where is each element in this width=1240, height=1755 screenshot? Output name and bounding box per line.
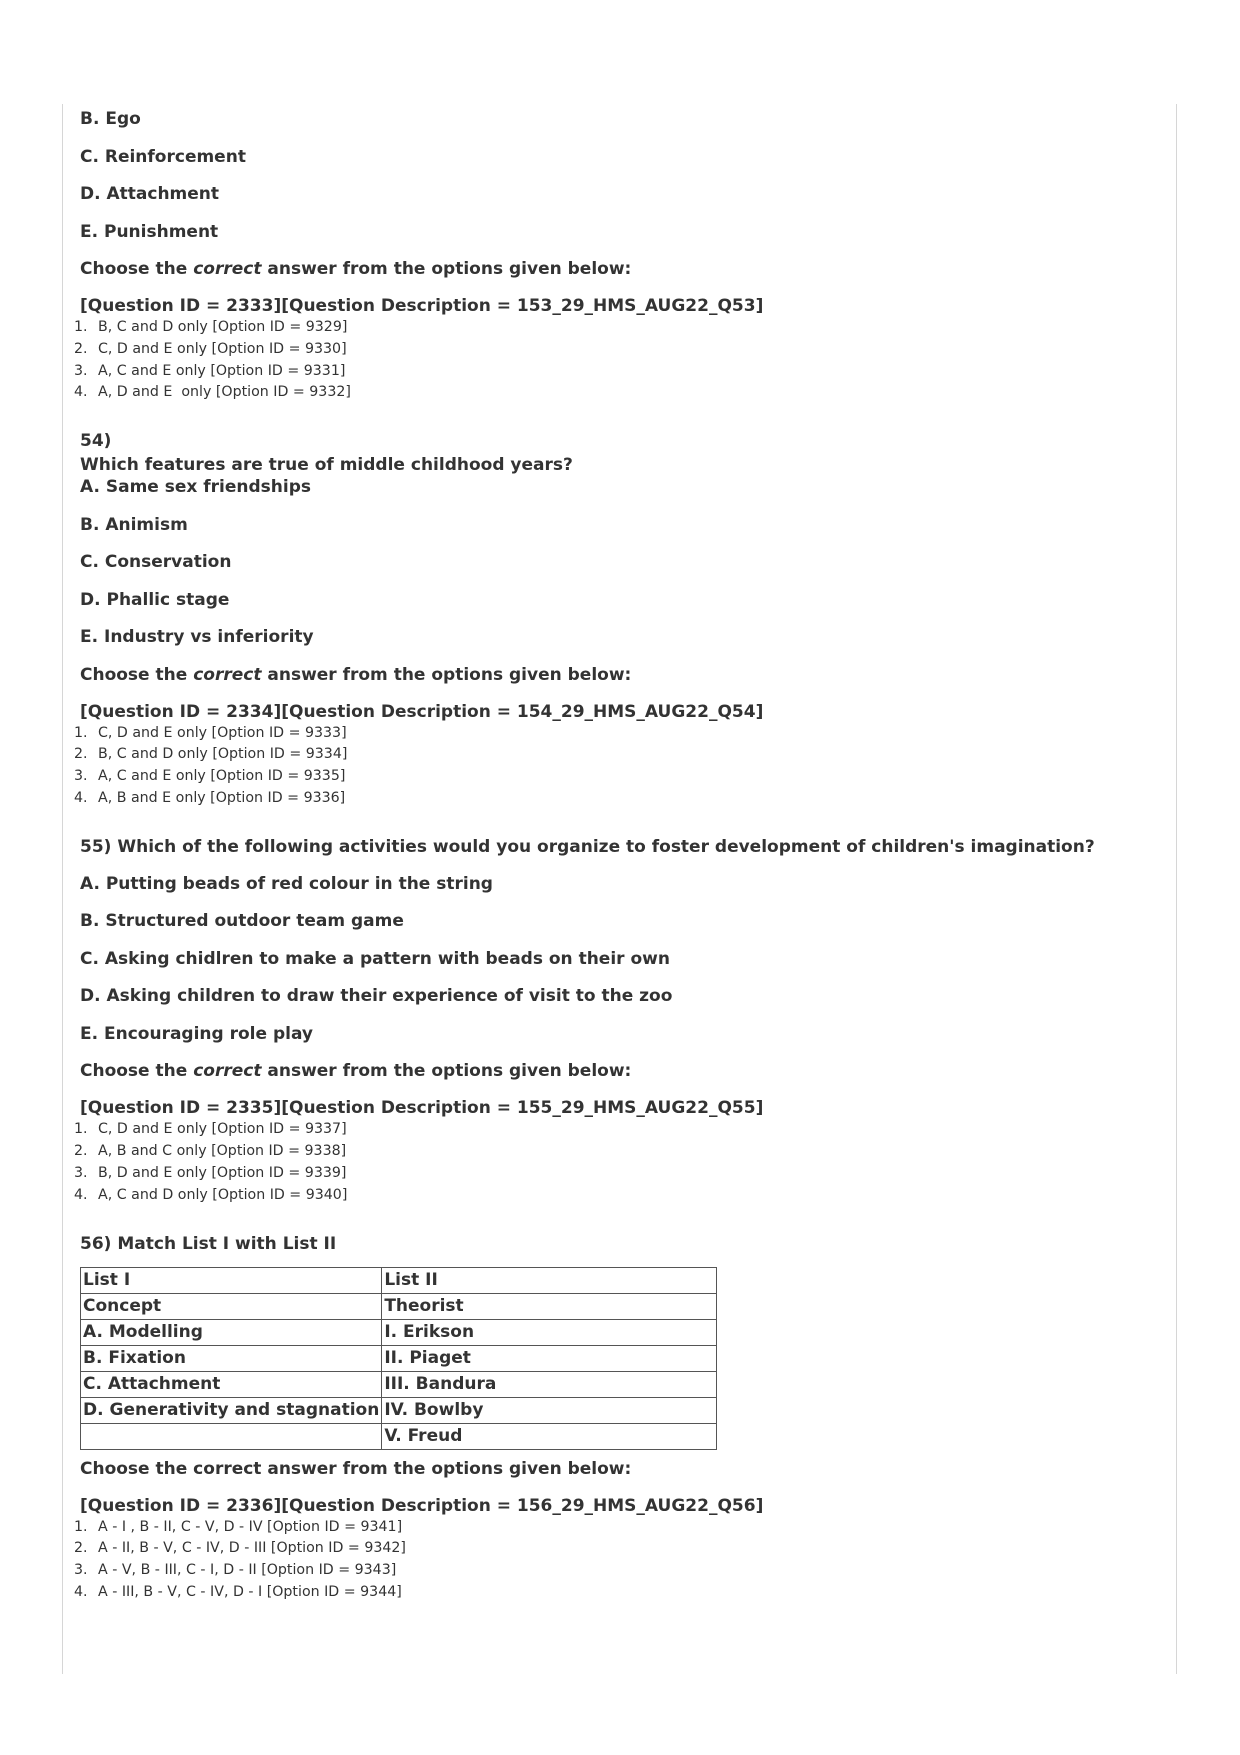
option-d: D. Phallic stage bbox=[80, 589, 230, 610]
answer-option: 2. A - II, B - V, C - IV, D - III [Option ID = 9342] bbox=[74, 1540, 406, 1557]
table-cell: I. Erikson bbox=[382, 1319, 717, 1345]
choose-instruction: Choose the correct answer from the options given below: bbox=[80, 1061, 632, 1082]
question-heading: 56) Match List I with List II bbox=[80, 1233, 337, 1254]
table-row bbox=[81, 1371, 717, 1397]
table-cell bbox=[81, 1423, 382, 1449]
question-56-block bbox=[74, 1233, 1160, 1604]
choose-instruction: Choose the correct answer from the options given below: bbox=[80, 1458, 632, 1479]
answer-option: 1. C, D and E only [Option ID = 9333] bbox=[74, 724, 347, 741]
option-d: D. Asking children to draw their experience of visit to the zoo bbox=[80, 986, 673, 1007]
option-c: C. Asking chidlren to make a pattern with beads on their own bbox=[80, 948, 670, 969]
choose-instruction: Choose the correct answer from the options given below: bbox=[80, 259, 632, 279]
table-cell: III. Bandura bbox=[382, 1371, 717, 1397]
table-cell: Concept bbox=[81, 1293, 382, 1319]
table-row bbox=[81, 1397, 717, 1423]
answer-option: 4. A, B and E only [Option ID = 9336] bbox=[74, 790, 346, 807]
answer-option: 1. A - I , B - II, C - V, D - IV [Option ID = 9341] bbox=[74, 1518, 403, 1535]
table-cell: V. Freud bbox=[382, 1423, 717, 1449]
answer-list bbox=[74, 1119, 1160, 1206]
table-cell: Theorist bbox=[382, 1293, 717, 1319]
option-c: C. Reinforcement bbox=[80, 146, 246, 167]
table-cell: II. Piaget bbox=[382, 1345, 717, 1371]
answer-option: 3. B, D and E only [Option ID = 9339] bbox=[74, 1164, 347, 1181]
question-meta: [Question ID = 2334][Question Description = 154_29_HMS_AUG22_Q54] bbox=[80, 701, 764, 722]
table-cell: IV. Bowlby bbox=[382, 1397, 717, 1423]
choose-instruction: Choose the correct answer from the options given below: bbox=[80, 664, 632, 685]
answer-option: 3. A, C and E only [Option ID = 9335] bbox=[74, 768, 346, 785]
answer-list bbox=[74, 723, 1160, 810]
question-text: Which features are true of middle childhood years? bbox=[80, 455, 573, 476]
answer-option: 2. B, C and D only [Option ID = 9334] bbox=[74, 746, 348, 763]
question-meta: [Question ID = 2333][Question Description = 153_29_HMS_AUG22_Q53] bbox=[80, 296, 764, 316]
right-margin-rule bbox=[1176, 104, 1177, 1674]
table-row bbox=[81, 1293, 717, 1319]
match-table bbox=[80, 1267, 717, 1450]
option-b: B. Ego bbox=[80, 109, 141, 129]
answer-option: 4. A, C and D only [Option ID = 9340] bbox=[74, 1186, 348, 1203]
answer-option: 3. A - V, B - III, C - I, D - II [Option ID = 9343] bbox=[74, 1562, 397, 1579]
question-meta: [Question ID = 2336][Question Description = 156_29_HMS_AUG22_Q56] bbox=[80, 1495, 764, 1516]
answer-option: 2. C, D and E only [Option ID = 9330] bbox=[74, 340, 347, 357]
table-cell: List I bbox=[81, 1267, 382, 1293]
option-a: A. Putting beads of red colour in the string bbox=[80, 873, 493, 894]
answer-option: 1. B, C and D only [Option ID = 9329] bbox=[74, 319, 348, 335]
table-row bbox=[81, 1267, 717, 1293]
left-margin-rule bbox=[62, 104, 63, 1674]
question-heading: 55) Which of the following activities would you organize to foster development of children's imagination? bbox=[80, 836, 1095, 857]
table-cell: C. Attachment bbox=[81, 1371, 382, 1397]
question-55-block bbox=[74, 836, 1160, 1207]
option-e: E. Encouraging role play bbox=[80, 1023, 313, 1044]
option-b: B. Structured outdoor team game bbox=[80, 911, 404, 932]
option-b: B. Animism bbox=[80, 514, 188, 535]
option-e: E. Industry vs inferiority bbox=[80, 627, 314, 648]
option-a: A. Same sex friendships bbox=[80, 477, 312, 498]
table-cell: B. Fixation bbox=[81, 1345, 382, 1371]
answer-option: 2. A, B and C only [Option ID = 9338] bbox=[74, 1143, 347, 1160]
answer-option: 1. C, D and E only [Option ID = 9337] bbox=[74, 1121, 347, 1138]
question-54-block bbox=[74, 430, 1160, 810]
option-c: C. Conservation bbox=[80, 552, 232, 573]
table-row bbox=[81, 1423, 717, 1449]
question-meta: [Question ID = 2335][Question Description = 155_29_HMS_AUG22_Q55] bbox=[80, 1098, 764, 1119]
question-number: 54) bbox=[80, 431, 112, 452]
option-e: E. Punishment bbox=[80, 221, 219, 242]
question-53-block bbox=[74, 108, 1160, 404]
answer-option: 4. A, D and E only [Option ID = 9332] bbox=[74, 384, 351, 401]
table-row bbox=[81, 1319, 717, 1345]
table-cell: List II bbox=[382, 1267, 717, 1293]
table-row bbox=[81, 1345, 717, 1371]
table-cell: A. Modelling bbox=[81, 1319, 382, 1345]
question-content bbox=[74, 108, 1160, 1604]
answer-list bbox=[74, 1517, 1160, 1604]
option-d: D. Attachment bbox=[80, 184, 220, 204]
answer-list bbox=[74, 317, 1160, 404]
table-cell: D. Generativity and stagnation bbox=[81, 1397, 382, 1423]
answer-option: 4. A - III, B - V, C - IV, D - I [Option ID = 9344] bbox=[74, 1583, 402, 1600]
answer-option: 3. A, C and E only [Option ID = 9331] bbox=[74, 362, 346, 379]
